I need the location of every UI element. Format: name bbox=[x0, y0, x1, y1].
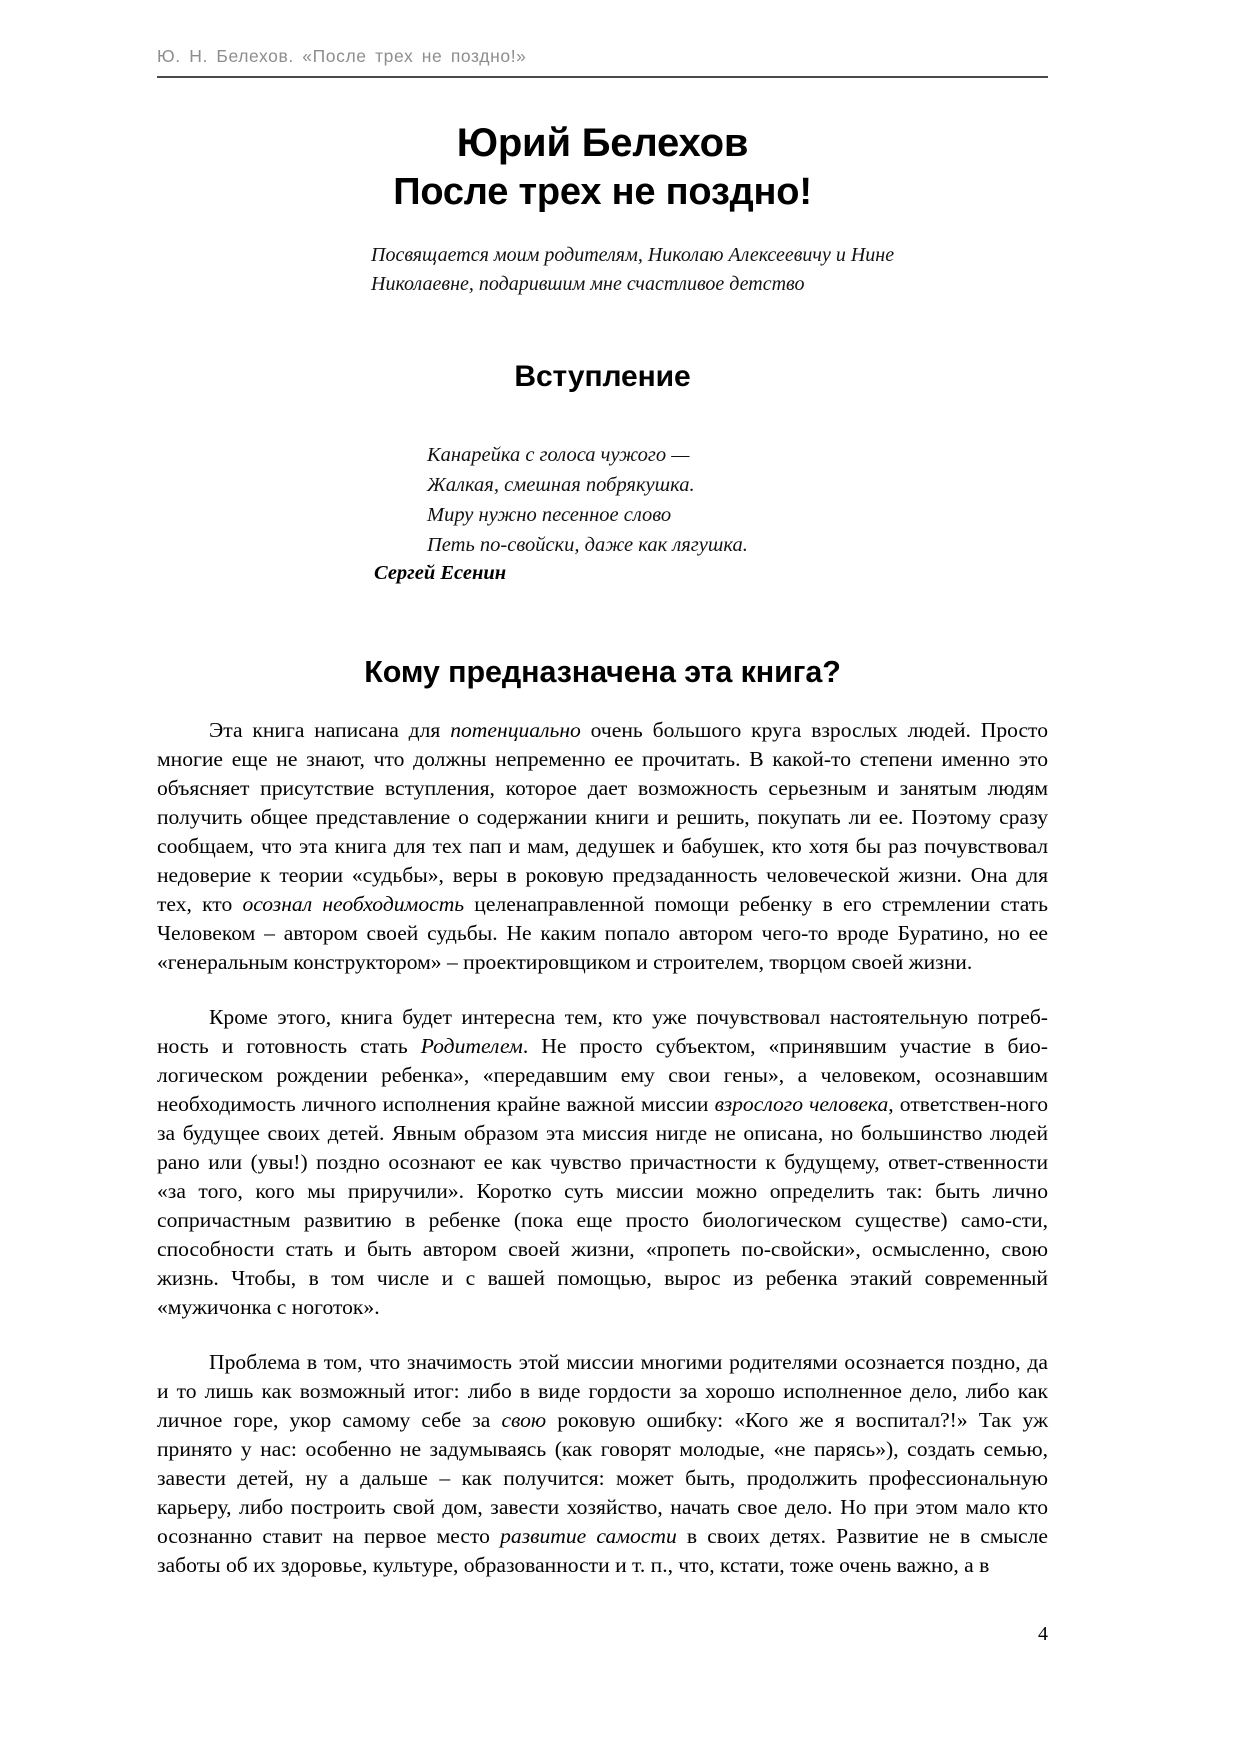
epigraph-line: Жалкая, смешная побрякушка. bbox=[427, 474, 695, 497]
epigraph-line: Миру нужно песенное слово bbox=[427, 504, 672, 527]
paragraph-text: очень большого круга взрослых людей. Просто многие еще не знают, что должны непременно ее прочитать. В какой-то степени именно это объясняет присутствие вступления, которое дает возможность серьезным и занятым людям получить общее представление о содержании книги и решить, покупать ли ее. Поэтому сразу сообщаем, что эта книга для тех пап и мам, дедушек и бабушек, кто хотя бы раз почувствовал недоверие к теории «судьбы», веры в роковую предзаданность человеческой жизни. Она для тех, кто bbox=[157, 717, 1049, 916]
page-content bbox=[157, 120, 1048, 1580]
running-head: Ю. Н. Белехов. «После трех не поздно!» bbox=[157, 46, 527, 66]
paragraph-text: Проблема в том, что значимость этой миссии многими родителями осознается поздно, да и то лишь как возможный итог: либо в виде гордости за хорошо исполненное дело, либо как личное горе, укор самому себе за bbox=[157, 1350, 1048, 1433]
emphasis-text: свою bbox=[501, 1408, 547, 1433]
emphasis-text: развитие самости bbox=[500, 1524, 677, 1549]
chapter-heading: Кому предназначена эта книга? bbox=[364, 654, 841, 689]
dedication-line-1: Посвящается моим родителям, Николаю Алексеевичу и Нине bbox=[371, 244, 895, 267]
header-divider-rule bbox=[157, 76, 1048, 78]
paragraph-text: , ответствен-ного за будущее своих детей. Явным образом эта миссия нигде не описана, но большинство людей рано или (увы!) поздно осознают ее как чувство причастности к будущему, ответ-ственности «за того, кого мы приручили». Коротко суть миссии можно определить так: быть лично сопричастным развитию в ребенке (пока еще просто биологическом существе) само-сти, способности стать и быть автором своей жизни, «пропеть по-свойски», осмысленно, свою жизнь. Чтобы, в том числе и с вашей помощью, вырос из ребенка этакий современный «мужичонка с ноготок». bbox=[157, 1091, 1048, 1320]
section-heading-introduction: Вступление bbox=[514, 360, 691, 393]
paragraph-text: . Не просто субъектом, «принявшим участие в био-логическом рождении ребенка», «передавшим ему свои гены», а человеком, осознавшим необходимость личного исполнения крайне важной миссии bbox=[157, 1033, 1048, 1116]
page-number: 4 bbox=[1038, 1623, 1048, 1645]
book-title: После трех не поздно! bbox=[393, 171, 812, 214]
paragraph-text: Кроме этого, книга будет интересна тем, кто уже почувствовал настоятельную потреб-ность и готовность стать bbox=[157, 1004, 1048, 1058]
body-text bbox=[157, 716, 1048, 1581]
emphasis-text: потенциально bbox=[450, 717, 581, 742]
epigraph-author: Сергей Есенин bbox=[374, 561, 507, 584]
book-author-title: Юрий Белехов bbox=[456, 121, 749, 165]
paragraph-text: роковую ошибку: «Кого же я воспитал?!» Так уж принято у нас: особенно не задумываясь (как говорят молодые, «не парясь»), создать семью, завести детей, ну а дальше – как получится: может быть, продолжить профессиональную карьеру, либо построить свой дом, завести хозяйство, начать свое дело. Но при этом мало кто осознанно ставит на первое место bbox=[157, 1408, 1048, 1549]
emphasis-text: взрослого человека bbox=[714, 1091, 889, 1116]
emphasis-text: осознал необходимость bbox=[242, 891, 465, 916]
dedication bbox=[371, 241, 1001, 298]
epigraph-line: Петь по-свойски, даже как лягушка. bbox=[427, 534, 748, 557]
paragraph-text: в своих детях. Развитие не в смысле заботы об их здоровье, культуре, образованности и т. п., что, кстати, тоже очень важно, а в bbox=[157, 1524, 1048, 1578]
paragraph-text: целенаправленной помощи ребенку в его стремлении стать Человеком – автором своей судьбы. Не каким попало автором чего-то вроде Буратино, но ее «генеральным конструктором» – проектировщиком и строителем, творцом своей жизни. bbox=[157, 891, 1049, 974]
paragraph-text: Эта книга написана для bbox=[209, 717, 451, 742]
emphasis-text: Родителем bbox=[420, 1033, 523, 1058]
body-paragraph bbox=[157, 1003, 1048, 1322]
body-paragraph bbox=[157, 716, 1048, 977]
epigraph bbox=[427, 440, 1048, 561]
dedication-line-2: Николаевне, подарившим мне счастливое детство bbox=[371, 272, 805, 295]
body-paragraph bbox=[157, 1348, 1048, 1580]
epigraph-line: Канарейка с голоса чужого — bbox=[427, 444, 690, 466]
